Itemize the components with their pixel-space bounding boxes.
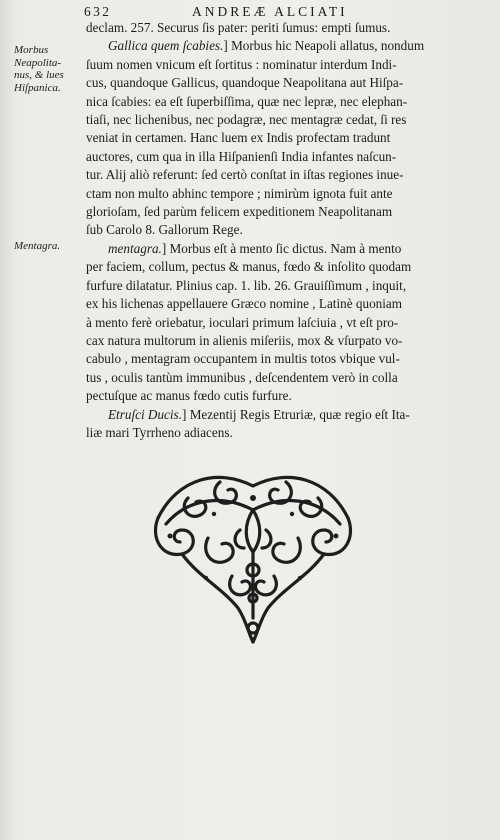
text-line: veniat in certamen. Hanc luem ex Indis profectam tradunt — [86, 130, 391, 146]
text-line: ſuum nomen vnicum eſt ſortitus : nominatur interdum Indi- — [86, 56, 397, 72]
fleuron-ornament-icon — [148, 458, 358, 648]
text-line: pectuſque ac manus fœdo cutis furfure. — [86, 388, 292, 404]
text-line: furfure dilatatur. Plinius cap. 1. lib. 26. Grauiſſimum , inquit, — [86, 277, 407, 293]
lemma-gloss: ] Morbus hic Neapoli allatus, nondum — [223, 38, 425, 54]
text-line: liæ mari Tyrrheno adiacens. — [86, 424, 233, 440]
text-line — [86, 37, 478, 55]
text-line — [86, 406, 478, 424]
text-line: cus, quandoque Gallicus, quandoque Neapolitana aut Hiſpa- — [86, 75, 404, 91]
lemma-gloss: ] Mezentij Regis Etruriæ, quæ regio eſt Ita- — [182, 406, 410, 422]
lemma-gloss: ] Morbus eſt à mento ſic dictus. Nam à mento — [161, 240, 402, 256]
lemma: Etruſci Ducis. — [108, 406, 182, 422]
marginal-line: nus, & lues — [14, 69, 64, 81]
text-line — [86, 240, 478, 258]
marginal-line: Hiſpanica. — [14, 81, 61, 94]
paragraph-mentagra — [86, 240, 478, 406]
text-line: per faciem, collum, pectus & manus, fœdo & inſolito quodam — [86, 259, 412, 275]
text-line: cax natura multorum in alienis miſeriis, mox & vſurpato vo- — [86, 332, 403, 348]
marginal-note-mentagra — [14, 240, 84, 253]
text-line: ex his lichenas appellauere Græco nomine , Latinè quoniam — [86, 296, 403, 312]
text-line: à mento ferè oriebatur, ioculari primum laſciuia , vt eſt pro- — [86, 314, 399, 330]
text-line: ſub Carolo 8. Gallorum Rege. — [86, 222, 243, 238]
text-line: ctam non multo abhinc tempore ; nimirùm ignota fuit ante — [86, 185, 393, 201]
text-line: tiaſi, nec lichenibus, nec podagræ, nec mentagræ cedat, ſi res — [86, 112, 407, 128]
text-line: nica ſcabies: ea eſt ſuperbiſſima, quæ nec lepræ, nec elephan- — [86, 93, 408, 109]
lemma: mentagra. — [108, 240, 162, 256]
marginal-line: Mentagra. — [14, 240, 61, 252]
marginal-line: Morbus — [14, 44, 49, 56]
text-line: tus , oculis tantùm immunibus , deſcendentem verò in colla — [86, 369, 398, 385]
lemma: Gallica quem ſcabies. — [108, 38, 224, 54]
text-line: glorioſam, ſed parùm felicem expeditionem Neapolitanam — [86, 204, 393, 220]
text-line: tur. Alij aliò referunt: ſed certò conſtat in iſtas regiones inue- — [86, 167, 404, 183]
marginal-note-morbus — [14, 44, 84, 94]
page-number: 632 — [84, 4, 112, 19]
text-line: auctores, cum qua in illa Hiſpanienſi India infantes naſcun- — [86, 148, 397, 164]
marginal-line: Neapolita- — [14, 56, 62, 69]
text-line: cabulo , mentagram occupantem in multis totos vbique vul- — [86, 351, 400, 367]
running-title: ANDREÆ ALCIATI — [192, 4, 348, 19]
body-text — [86, 19, 478, 442]
paragraph-gallica — [86, 37, 478, 239]
paragraph-etrusci — [86, 406, 478, 443]
text-line: declam. 257. Securus ſis pater: periti ſumus: empti ſumus. — [86, 20, 391, 35]
